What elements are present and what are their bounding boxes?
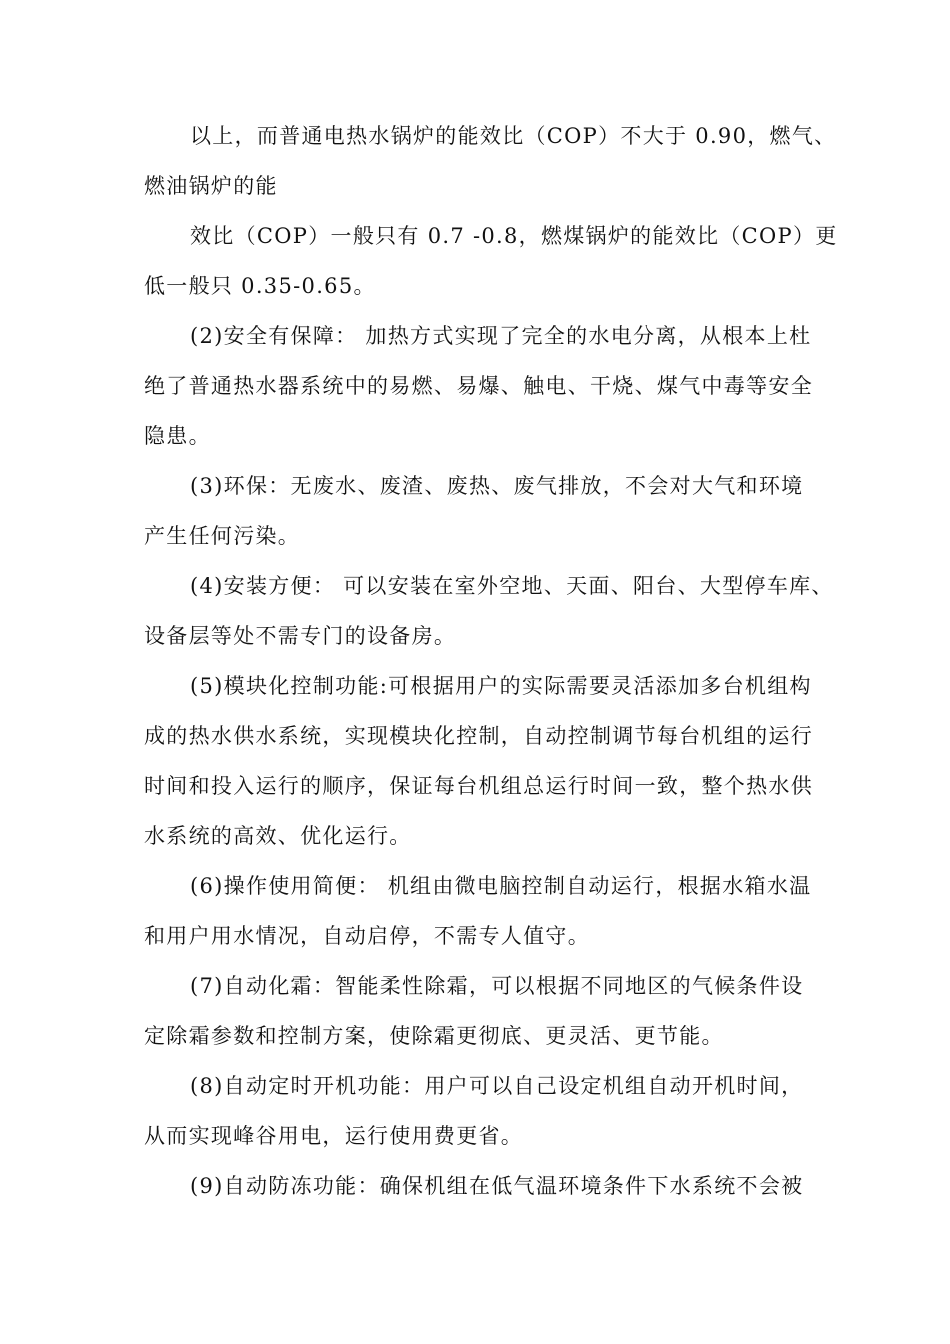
text-line: 产生任何污染。 <box>144 524 301 548</box>
text-line: 设备层等处不需专门的设备房。 <box>144 624 457 648</box>
text-line: 燃油锅炉的能 <box>144 174 278 198</box>
text-line: 从而实现峰谷用电，运行使用费更省。 <box>144 1124 524 1148</box>
text-line: 以上，而普通电热水锅炉的能效比（COP）不大于 0.90，燃气、 <box>190 124 837 148</box>
text-line: (7)自动化霜：智能柔性除霜，可以根据不同地区的气候条件设 <box>190 974 804 998</box>
text-line: 定除霜参数和控制方案，使除霜更彻底、更灵活、更节能。 <box>144 1024 724 1048</box>
text-line: (9)自动防冻功能：确保机组在低气温环境条件下水系统不会被 <box>190 1174 804 1198</box>
text-line: 和用户用水情况，自动启停，不需专人值守。 <box>144 924 590 948</box>
text-line: (4)安装方便： 可以安装在室外空地、天面、阳台、大型停车库、 <box>190 574 834 598</box>
text-line: 绝了普通热水器系统中的易燃、易爆、触电、干烧、煤气中毒等安全 <box>144 374 813 398</box>
text-line: (6)操作使用简便： 机组由微电脑控制自动运行，根据水箱水温 <box>190 874 812 898</box>
text-line: 水系统的高效、优化运行。 <box>144 824 412 848</box>
text-line: (2)安全有保障： 加热方式实现了完全的水电分离，从根本上杜 <box>190 324 812 348</box>
text-line: (5)模块化控制功能:可根据用户的实际需要灵活添加多台机组构 <box>190 674 812 698</box>
text-line: 低一般只 0.35-0.65。 <box>144 274 376 298</box>
text-line: (3)环保：无废水、废渣、废热、废气排放，不会对大气和环境 <box>190 474 804 498</box>
text-line: (8)自动定时开机功能：用户可以自己设定机组自动开机时间， <box>190 1074 804 1098</box>
text-line: 效比（COP）一般只有 0.7 -0.8，燃煤锅炉的能效比（COP）更 <box>190 224 838 248</box>
text-line: 成的热水供水系统，实现模块化控制，自动控制调节每台机组的运行 <box>144 724 813 748</box>
text-line: 时间和投入运行的顺序，保证每台机组总运行时间一致，整个热水供 <box>144 774 813 798</box>
text-line: 隐患。 <box>144 424 211 448</box>
